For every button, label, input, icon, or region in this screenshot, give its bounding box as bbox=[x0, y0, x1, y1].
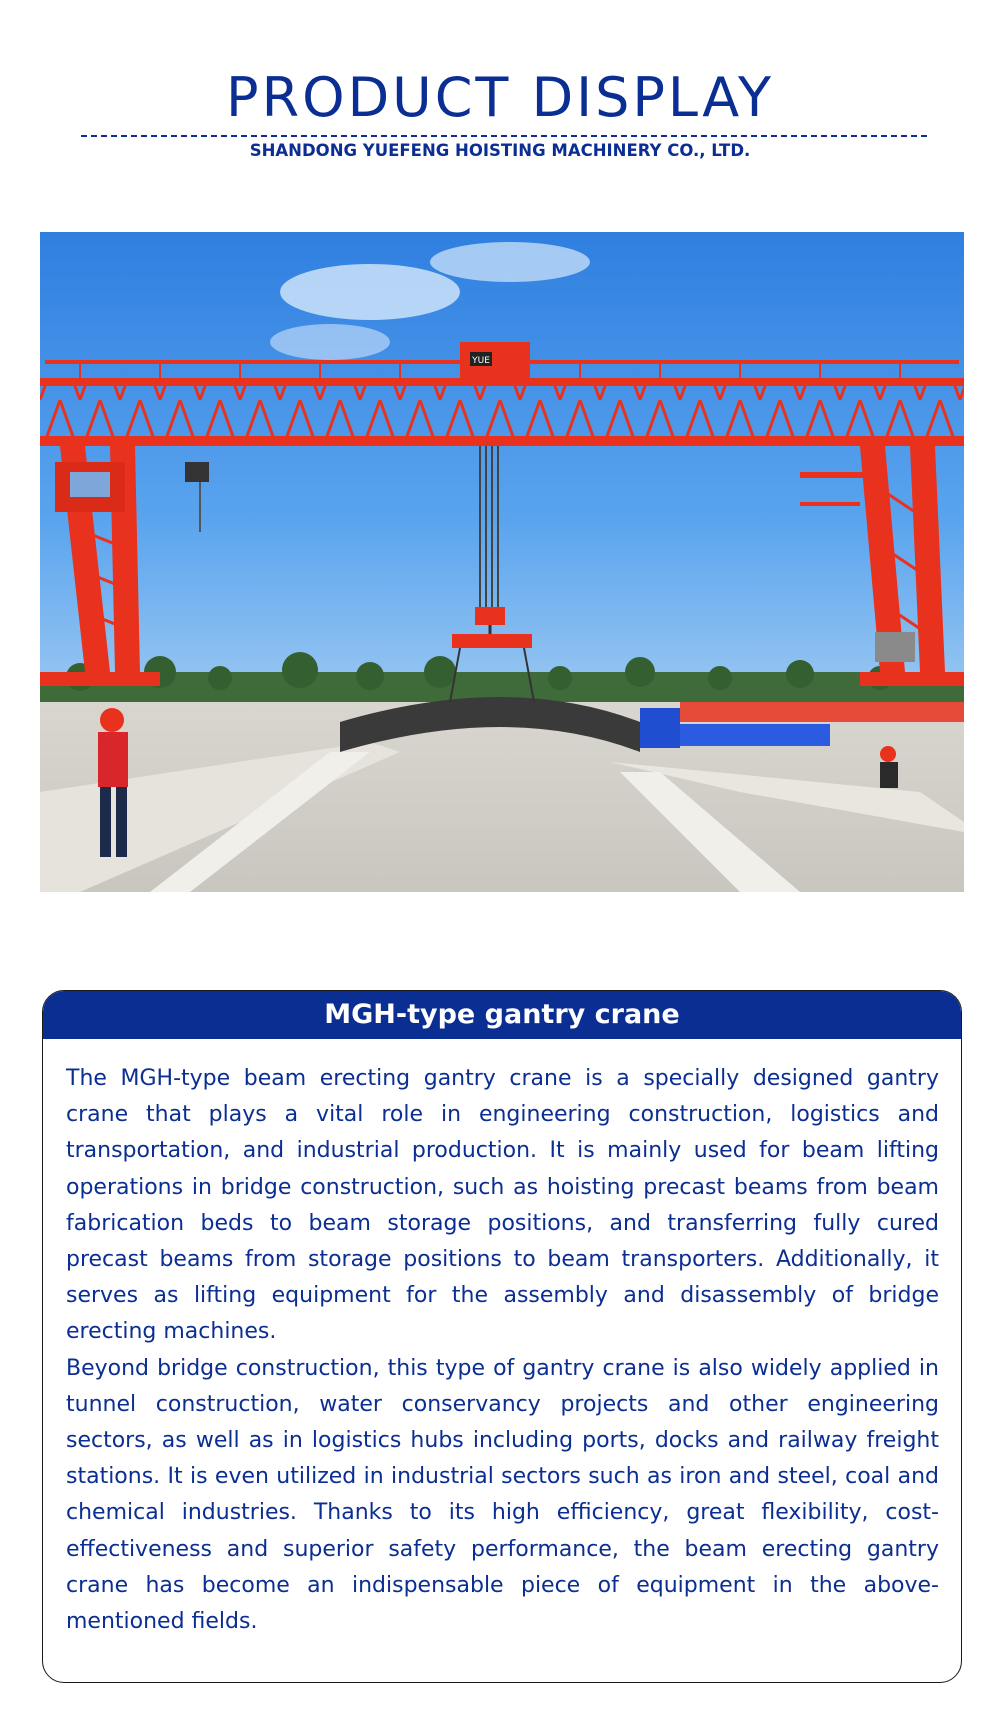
company-name: SHANDONG YUEFENG HOISTING MACHINERY CO., LTD. bbox=[249, 141, 751, 160]
page-header bbox=[0, 0, 1000, 190]
page-title: PRODUCT DISPLAY bbox=[226, 66, 774, 129]
hoist-sign: YUE bbox=[472, 356, 490, 366]
card-body bbox=[43, 1039, 961, 1640]
description-paragraph-2: Beyond bridge construction, this type of gantry crane is also widely applied in tunnel construction, water conservancy projects and other engineering sectors, as well as in logistics hubs including ports, docks and railway freight stations. It is even utilized in industrial sectors such as iron and steel, coal and chemical industries. Thanks to its high efficiency, great flexibility, cost-effectiveness and superior safety performance, the beam erecting gantry crane has become an indispensable piece of equipment in the above-mentioned fields. bbox=[66, 1355, 939, 1635]
product-description-card bbox=[42, 990, 962, 1683]
description-paragraph-1: The MGH-type beam erecting gantry crane is a specially designed gantry crane that plays a vital role in engineering construction, logistics and transportation, and industrial production. It is mainly used for beam lifting operations in bridge construction, such as hoisting precast beams from beam fabrication beds to beam storage positions, and transferring fully cured precast beams from storage positions to beam transporters. Additionally, it serves as lifting equipment for the assembly and disassembly of bridge erecting machines. bbox=[66, 1066, 939, 1345]
title-divider bbox=[81, 135, 927, 137]
product-photo bbox=[40, 232, 964, 892]
card-heading: MGH-type gantry crane bbox=[43, 991, 961, 1039]
